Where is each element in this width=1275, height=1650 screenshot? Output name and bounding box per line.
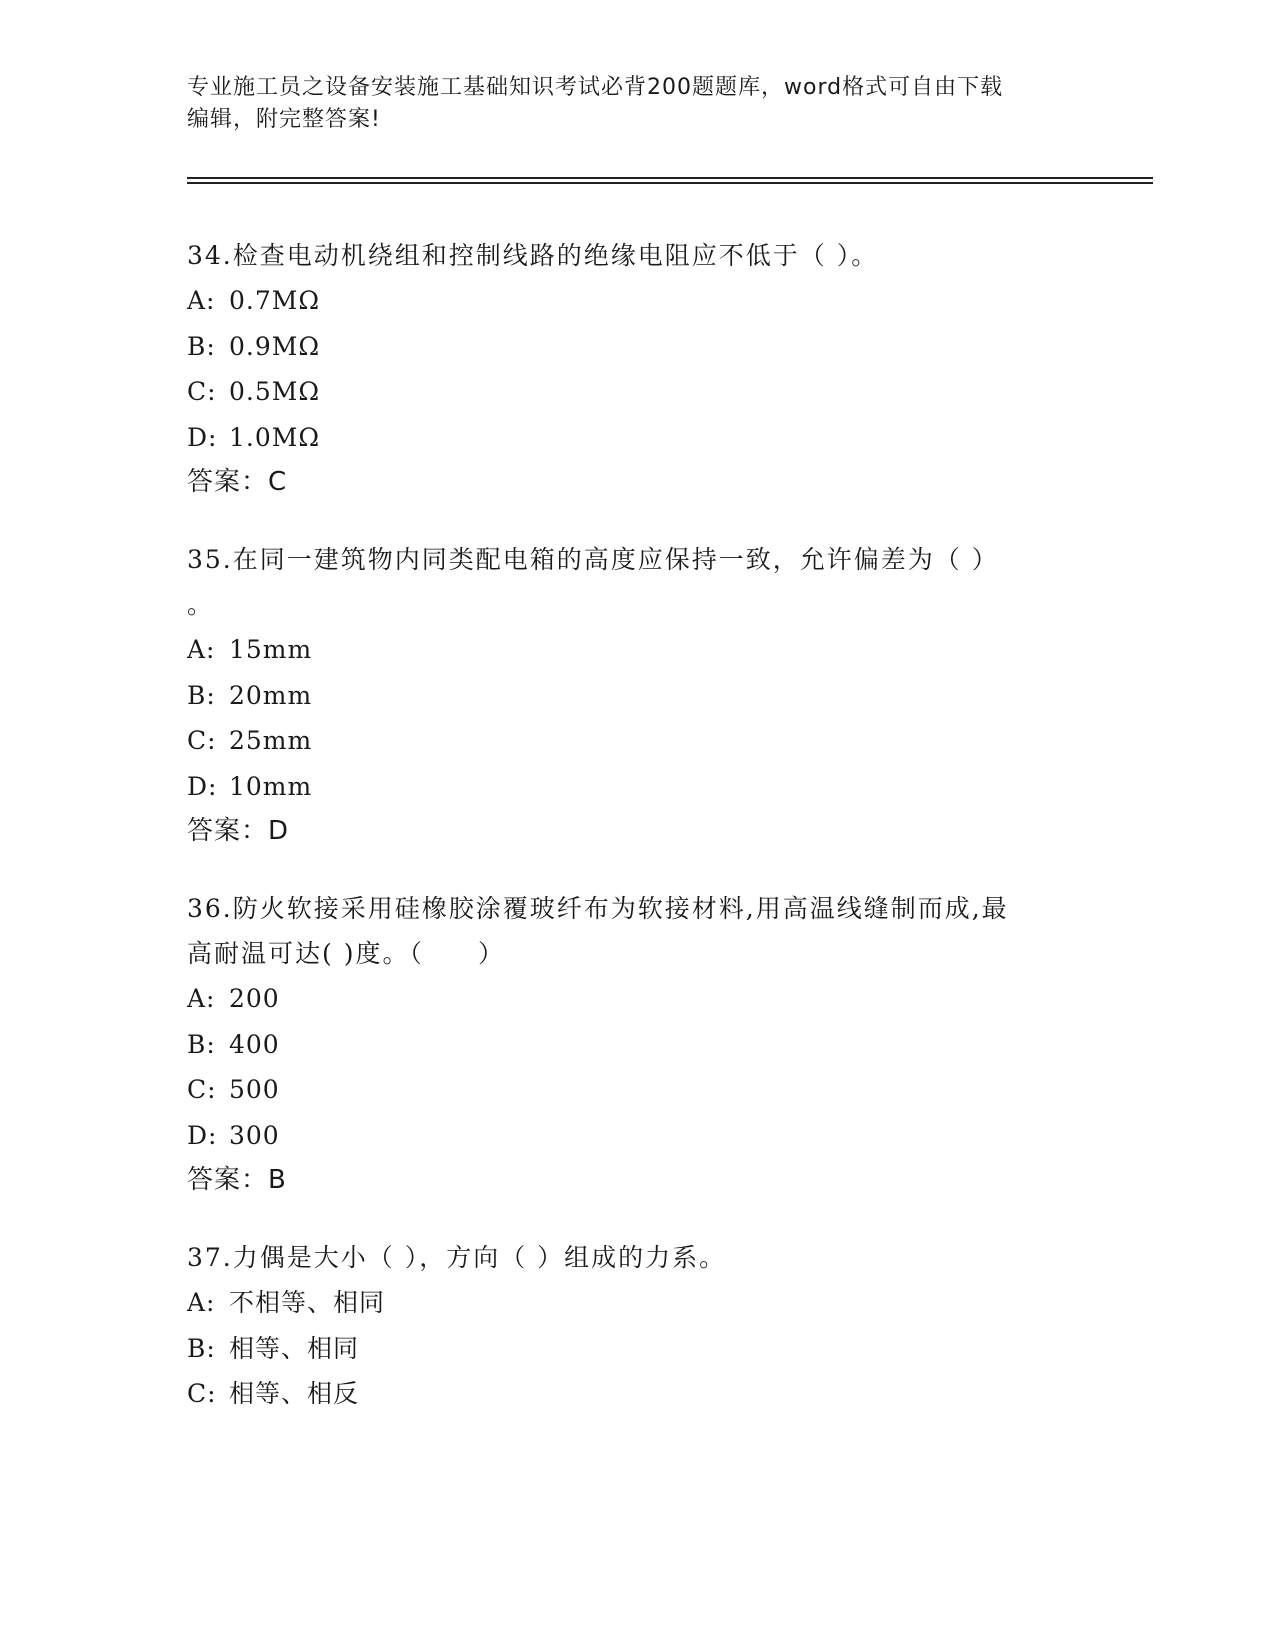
option-item bbox=[187, 1022, 1087, 1068]
option-letter: B: bbox=[187, 680, 216, 710]
option-item bbox=[187, 415, 1087, 461]
option-letter: A: bbox=[187, 286, 216, 315]
header-title-line-1: 专业施工员之设备安装施工基础知识考试必背200题题库，word格式可自由下载 bbox=[187, 75, 1004, 100]
option-item bbox=[187, 369, 1087, 415]
option-text: 300 bbox=[229, 1120, 280, 1150]
option-item bbox=[187, 1280, 1087, 1326]
option-letter: D: bbox=[187, 422, 218, 452]
option-text: 不相等、相同 bbox=[229, 1288, 386, 1317]
answer-text: 答案：C bbox=[187, 467, 288, 497]
option-item bbox=[187, 1326, 1087, 1372]
option-item bbox=[187, 278, 1087, 324]
option-letter: C: bbox=[187, 726, 217, 755]
option-letter: A: bbox=[187, 984, 216, 1013]
option-letter: D: bbox=[187, 771, 218, 801]
option-letter: C: bbox=[187, 1075, 217, 1104]
option-item bbox=[187, 1113, 1087, 1159]
option-text: 相等、相同 bbox=[229, 1333, 360, 1363]
option-text: 0.9MΩ bbox=[229, 331, 321, 361]
option-letter: B: bbox=[187, 331, 216, 361]
option-text: 25mm bbox=[229, 726, 313, 755]
option-item bbox=[187, 1371, 1087, 1417]
question-item bbox=[187, 537, 1087, 854]
question-text: 37.力偶是大小（ ），方向（ ）组成的力系。 bbox=[187, 1243, 727, 1272]
option-item bbox=[187, 764, 1087, 810]
option-text: 20mm bbox=[229, 680, 313, 710]
option-letter: A: bbox=[187, 1288, 216, 1317]
option-text: 15mm bbox=[229, 635, 313, 664]
option-letter: D: bbox=[187, 1120, 218, 1150]
option-text: 0.7MΩ bbox=[229, 286, 321, 315]
answer-text: 答案：B bbox=[187, 1165, 287, 1195]
question-text: 36.防火软接采用硅橡胶涂覆玻纤布为软接材料,用高温线缝制而成,最 bbox=[187, 894, 1009, 923]
header-title-line-2: 编辑，附完整答案! bbox=[187, 107, 381, 132]
question-item bbox=[187, 1235, 1087, 1417]
question-item bbox=[187, 886, 1087, 1203]
header-divider-top bbox=[187, 177, 1153, 179]
question-list bbox=[187, 233, 1087, 1449]
header-divider-bottom bbox=[187, 182, 1153, 184]
option-letter: B: bbox=[187, 1333, 216, 1363]
option-text: 相等、相反 bbox=[229, 1379, 360, 1408]
answer-text: 答案：D bbox=[187, 816, 290, 846]
option-item bbox=[187, 627, 1087, 673]
option-item bbox=[187, 976, 1087, 1022]
option-letter: C: bbox=[187, 1379, 217, 1408]
question-item bbox=[187, 233, 1087, 505]
document-header bbox=[187, 72, 1067, 136]
option-text: 400 bbox=[229, 1029, 280, 1059]
option-text: 0.5MΩ bbox=[229, 377, 321, 406]
question-text-continued: 高耐温可达( )度。（ ） bbox=[187, 939, 505, 968]
option-letter: A: bbox=[187, 635, 216, 664]
option-item bbox=[187, 324, 1087, 370]
question-text: 35.在同一建筑物内同类配电箱的高度应保持一致，允许偏差为（ ） bbox=[187, 545, 999, 574]
option-letter: C: bbox=[187, 377, 217, 406]
option-text: 10mm bbox=[229, 771, 313, 801]
question-text-continued: 。 bbox=[187, 590, 215, 619]
question-text: 34.检查电动机绕组和控制线路的绝缘电阻应不低于（ ）。 bbox=[187, 241, 879, 270]
option-item bbox=[187, 1067, 1087, 1113]
option-text: 1.0MΩ bbox=[229, 422, 321, 452]
option-item bbox=[187, 718, 1087, 764]
option-letter: B: bbox=[187, 1029, 216, 1059]
option-item bbox=[187, 673, 1087, 719]
option-text: 200 bbox=[229, 984, 280, 1013]
option-text: 500 bbox=[229, 1075, 280, 1104]
